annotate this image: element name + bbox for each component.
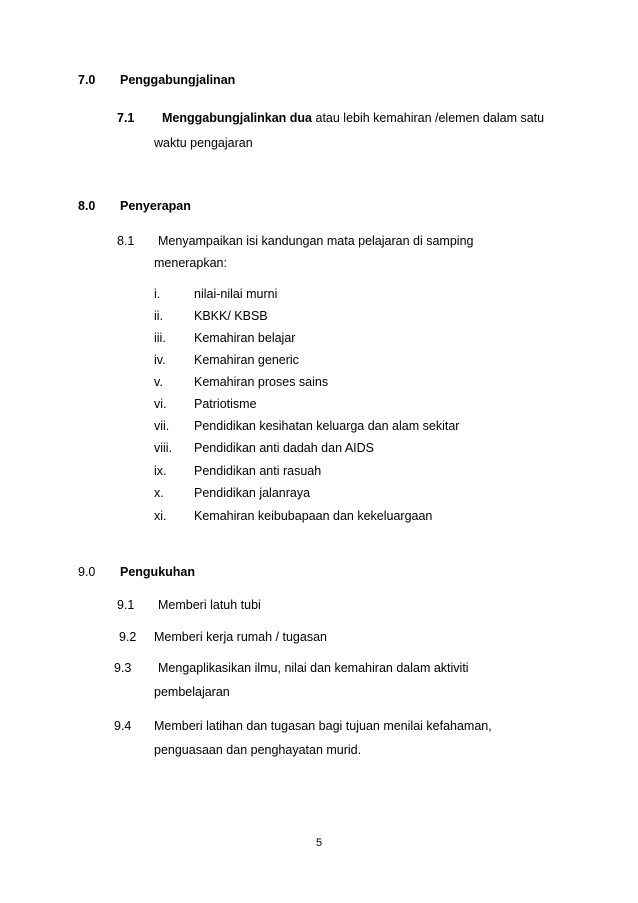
subitem-text: Kemahiran proses sains [194, 375, 329, 389]
subitem-numeral: ix. [154, 464, 167, 478]
item-9-4-number: 9.4 [114, 719, 132, 733]
subitem-text: nilai-nilai murni [194, 287, 278, 301]
item-8-1-line2: menerapkan: [154, 256, 227, 270]
item-7-1-line2: waktu pengajaran [154, 136, 253, 150]
item-9-4-line1: Memberi latihan dan tugasan bagi tujuan menilai kefahaman, [154, 719, 492, 733]
section-9-title: Pengukuhan [120, 565, 196, 579]
section-9-number: 9.0 [78, 565, 96, 579]
subitem-numeral: vi. [154, 397, 167, 411]
item-7-1-line1 [162, 111, 544, 125]
subitem-text: Pendidikan jalanraya [194, 486, 311, 500]
item-9-1-number: 9.1 [117, 598, 135, 612]
section-8-number: 8.0 [78, 199, 96, 213]
subitem-numeral: ii. [154, 309, 164, 323]
subitem-text: KBKK/ KBSB [194, 309, 268, 323]
item-9-3-number: 9.3 [114, 661, 132, 675]
item-7-1-text: atau lebih kemahiran /elemen dalam satu [312, 111, 545, 125]
item-7-1-bold-text: Menggabungjalinkan dua [162, 111, 313, 125]
subitem-numeral: viii. [154, 441, 173, 455]
subitem-text: Pendidikan anti rasuah [194, 464, 322, 478]
item-9-3-line1: Mengaplikasikan ilmu, nilai dan kemahiran dalam aktiviti [158, 661, 469, 675]
item-9-2-number: 9.2 [119, 630, 137, 644]
subitem-numeral: iii. [154, 331, 166, 345]
subitem-text: Kemahiran generic [194, 353, 299, 367]
section-7-title: Penggabungjalinan [120, 73, 236, 87]
item-8-1-line1: Menyampaikan isi kandungan mata pelajaran di samping [158, 234, 474, 248]
item-9-2-line1: Memberi kerja rumah / tugasan [154, 630, 327, 644]
subitem-text: Pendidikan anti dadah dan AIDS [194, 441, 374, 455]
item-8-1-number: 8.1 [117, 234, 135, 248]
subitem-text: Kemahiran keibubapaan dan kekeluargaan [194, 509, 433, 523]
subitem-text: Patriotisme [194, 397, 257, 411]
subitem-numeral: xi. [154, 509, 167, 523]
subitem-numeral: v. [154, 375, 163, 389]
subitem-numeral: x. [154, 486, 164, 500]
item-7-1-number: 7.1 [117, 111, 135, 125]
item-9-1-line1: Memberi latuh tubi [158, 598, 261, 612]
subitem-numeral: i. [154, 287, 161, 301]
subitem-text: Kemahiran belajar [194, 331, 296, 345]
subitem-numeral: iv. [154, 353, 166, 367]
item-9-3-line2: pembelajaran [154, 685, 230, 699]
subitem-numeral: vii. [154, 419, 170, 433]
section-7-number: 7.0 [78, 73, 96, 87]
section-8-title: Penyerapan [120, 199, 191, 213]
page-number: 5 [316, 837, 323, 849]
subitem-text: Pendidikan kesihatan keluarga dan alam sekitar [194, 419, 460, 433]
item-9-4-line2: penguasaan dan penghayatan murid. [154, 743, 362, 757]
